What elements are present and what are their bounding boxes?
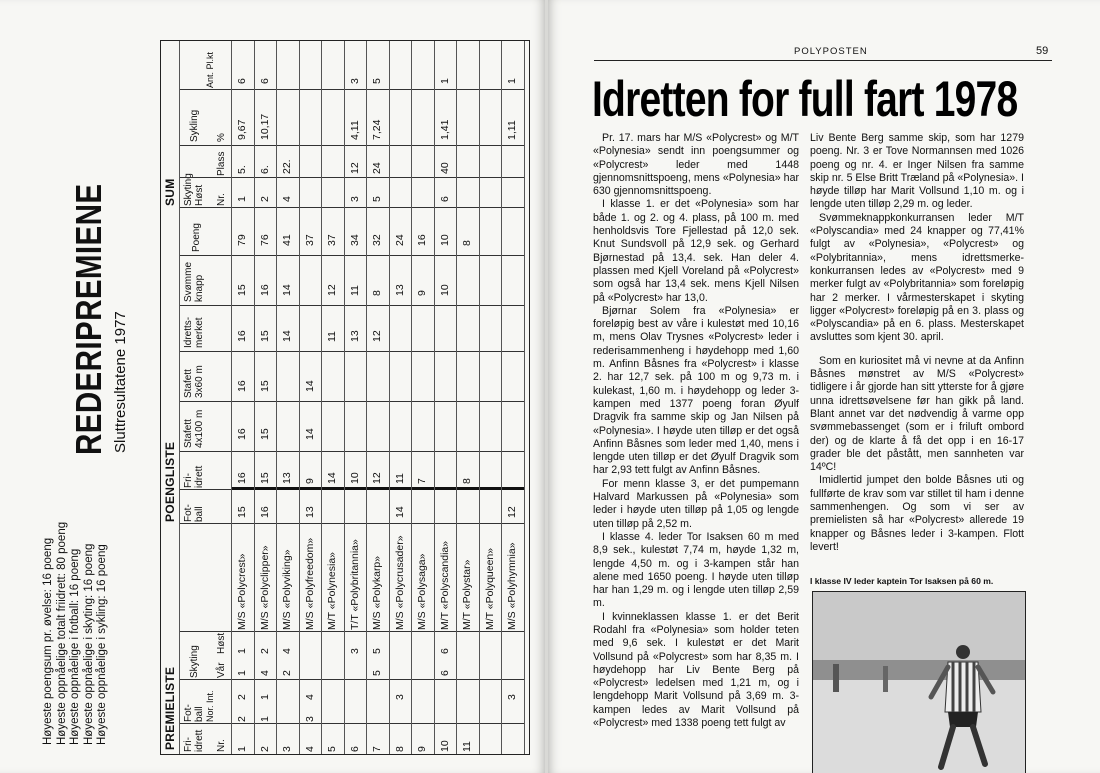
hdr-fotball: Fot-ball — [183, 704, 205, 722]
table-cell: 37 — [303, 234, 316, 246]
article-column-2 — [810, 132, 1024, 554]
table-cell: 12 — [506, 506, 518, 518]
table-cell: 5. — [236, 165, 248, 174]
table-cell: 1,41 — [438, 119, 451, 140]
hdr-stafett-4x100: Stafett 4x100 m — [183, 409, 205, 448]
results-table — [160, 40, 530, 755]
paragraph: I klasse 4. leder Tor Isaksen 60 m med 8,9 sek., kulestøt 7,74 m, høyde 1,32 m, lengde 4,50 m. og i 3-kampen står han alene med 1650 poeng. I høyde uten tilløp har han 1,29 m. og i lengde uten tilløp 2,59 m. — [593, 530, 799, 610]
table-cell: 6 — [438, 196, 451, 202]
table-cell: 40 — [438, 162, 451, 174]
table-cell: 4 — [303, 746, 316, 752]
hdr-ant-plkt: Ant. Pl.kt — [205, 51, 215, 88]
note-line: Høyeste oppnåelige i fotball: 16 poeng — [69, 548, 82, 745]
paragraph: For menn klasse 3, er det pumpemann Halvard Markussen på «Polynesia» som leder i høyde uten tilløp på 1,05 og lengde uten tilløp på 2,52 m. — [593, 477, 799, 530]
hdr-svommeknapp: Svømme knapp — [183, 262, 205, 302]
table-cell: 2 — [236, 694, 248, 700]
hdr-skyting: Skyting — [189, 645, 200, 678]
table-cell: 7,24 — [371, 119, 383, 140]
ship-name: M/S «Polykarp» — [371, 555, 383, 630]
table-cell: 22. — [281, 159, 293, 174]
hdr-sykling: Sykling — [189, 109, 200, 142]
table-cell: 11 — [348, 285, 361, 296]
ship-name: M/S «Polyviking» — [281, 549, 293, 630]
table-cell: 3 — [506, 694, 518, 700]
article-column-1 — [593, 132, 799, 730]
table-cell: 3 — [281, 746, 293, 752]
row-divider — [456, 41, 457, 754]
table-cell: 3 — [348, 78, 361, 84]
table-cell: 2 — [258, 746, 271, 752]
hdr-host: Høst — [216, 632, 227, 654]
paragraph: I klasse 1. er det «Polynesia» som har både 1. og 2. og 4. plass, på 100 m. med henholdsvis Tore Fjellestad på 12,0 sek. Knut Sundsvoll på 12,9 sek. og Gerhard Bjørnestad på 13,4. sek. Han deler 4. plassen med Kjell Voreland på «Polycrest» som også har 13,4 sek. mens Kjell Nilsen på «Polycrest» har 13,0. — [593, 198, 799, 304]
hdr-pct: % — [216, 133, 227, 142]
row-divider — [434, 41, 435, 754]
table-cell: 6 — [348, 746, 361, 752]
table-cell: 14 — [281, 284, 293, 296]
table-cell: 11 — [326, 331, 338, 342]
table-cell: 1 — [506, 78, 518, 84]
table-cell: 1,11 — [506, 120, 518, 140]
paragraph: Pr. 17. mars har M/S «Polycrest» og M/T «Polynesia» sendt inn poengsummer og «Polycrest» leder med 1448 gjennomsnittspoeng, mens «Polynesia» har 630 gjennomsnittspoeng. — [593, 132, 799, 198]
table-cell: 7 — [371, 746, 383, 752]
row-divider — [501, 41, 502, 754]
running-header: POLYPOSTEN — [794, 46, 868, 57]
ship-name: M/S «Polysaga» — [416, 553, 428, 630]
table-cell: 2 — [281, 670, 293, 676]
paragraph: Svømmeknappkonkurransen leder M/T «Polyscandia» med 24 knapper og 77,41% fulgt av «Polynesia», «Polycrest» og «Polybritannia», mens idrettsmerke-konkurransen ledes av «Polycrest» med 9 merker fulgt av «Polybritannia» som foreløpig har 2 merker. I vårmesterskapet i skyting ligger «Polycrest» foreløpig på en 3. plass og «Polyscandia» på en 6. plass. Mesterskapet avsluttes som kjent 30. april. — [810, 211, 1024, 344]
hdr-nr-skyting: Nr. — [216, 193, 227, 206]
row-divider — [231, 41, 232, 754]
table-cell: 4 — [303, 694, 316, 700]
table-cell: 9 — [303, 478, 316, 484]
section-poengliste: POENGLISTE — [163, 441, 177, 522]
table-cell: 10,17 — [258, 113, 271, 140]
results-subtitle: Sluttresultatene 1977 — [112, 311, 129, 453]
table-cell: 7 — [416, 478, 428, 484]
table-cell: 15 — [236, 506, 248, 518]
table-cell: 1 — [438, 78, 451, 84]
table-cell: 5 — [371, 670, 383, 676]
table-cell: 76 — [258, 234, 271, 246]
hdr-var: Vår — [216, 662, 227, 678]
paragraph: Som en kuriositet må vi nevne at da Anfinn Båsnes mønstret av M/S «Polycrest» tidligere i år gjorde han sitt ytterste for å gjøre unna idrettsøvelsene før han gikk på land. Blant annet var det nødvendig å varme opp svømmebassenget (som er i friluft ombord der) og de klarte å få det opp i en 16-17 grader ble det påstått, men sannheten var 14ºC! — [810, 354, 1024, 474]
table-cell: 24 — [393, 234, 406, 246]
table-cell: 6 — [438, 648, 451, 654]
table-cell: 1 — [236, 648, 248, 654]
hdr-poeng: Poeng — [191, 223, 202, 252]
row-divider — [254, 41, 255, 754]
row-divider — [411, 41, 412, 754]
table-cell: 15 — [258, 428, 271, 440]
table-cell: 11 — [393, 473, 406, 484]
table-cell: 14 — [281, 330, 293, 342]
table-cell: 32 — [371, 234, 383, 246]
note-line: Høyeste poengsum pr. øvelse: 16 poeng — [42, 537, 54, 745]
row-divider — [344, 41, 345, 754]
note-line: Høyeste oppnåelige i skyting: 16 poeng — [82, 543, 95, 745]
section-sum: SUM — [163, 178, 177, 206]
paragraph: I kvinneklassen klasse 1. er det Berit Rodahl fra «Polynesia» som holder teten med 9,6 sek. I kulestøt er det Marit Vollsund på «Polycrest» som har 8,35 m. I høydehopp har Liv Bente Berg på «Polycrest» ledelsen med 1,21 m, og i lengdehopp Marit Vollsund på 3,69 m. 3-kampen ledes av Marit Vollsund på «Polycrest» med 1338 poeng tett fulgt av — [593, 610, 799, 730]
table-cell: 37 — [326, 234, 338, 246]
table-cell: 13 — [393, 284, 406, 296]
table-cell: 16 — [236, 472, 248, 484]
page-number: 59 — [1036, 45, 1049, 57]
table-cell: 12 — [371, 472, 383, 484]
table-cell: 14 — [393, 506, 406, 518]
table-cell: 34 — [348, 234, 361, 246]
table-cell: 41 — [281, 234, 293, 246]
table-cell: 16 — [236, 330, 248, 342]
table-cell: 12 — [371, 330, 383, 342]
table-cell: 14 — [326, 472, 338, 484]
table-cell: 16 — [236, 380, 248, 392]
table-cell: 5 — [371, 196, 383, 202]
table-cell: 9 — [416, 290, 428, 296]
ship-name: M/S «Polyfreedom» — [303, 537, 316, 630]
table-cell: 1 — [236, 670, 248, 676]
table-cell: 2 — [236, 716, 248, 722]
row-divider — [524, 41, 525, 754]
ship-name: M/T «Polynesia» — [326, 551, 338, 630]
table-cell: 16 — [236, 428, 248, 440]
table-cell: 13 — [303, 506, 316, 518]
row-divider — [389, 41, 390, 754]
table-cell: 3 — [348, 648, 361, 654]
table-cell: 16 — [258, 284, 271, 296]
right-page — [548, 0, 1100, 773]
table-cell: 16 — [258, 506, 271, 518]
table-cell: 5 — [326, 746, 338, 752]
row-divider — [276, 41, 277, 754]
table-cell: 15 — [258, 472, 271, 484]
note-line: Høyeste oppnåelige i sykling: 16 poeng — [96, 544, 109, 745]
paragraph: Bjørnar Solem fra «Polynesia» er foreløpig best av våre i kulestøt med 10,16 m, mens Olav Trysnes «Polycrest» leder i rederisammenheng i høydehopp med 1,60 m. Anfinn Båsnes fra «Polycrest» i klasse 2. har 12,7 sek. på 100 m og 9,73 m. i kulekast, 1,60 m. i høydehopp og leder 3-kampen med 1377 poeng foran Øyulf Dragvik fra samme skip og Jan Nilsen på «Polynesia». I høyde uten tilløp er det også Anfinn Båsnes som leder med 1,40, mens i lengde uten tilløp er det Øyulf Dragvik som har 2,93 tett fulgt av Anfinn Båsnes. — [593, 304, 799, 477]
table-cell: 24 — [371, 162, 383, 174]
hdr-friidrett-pts: Fri-idrett — [183, 465, 205, 488]
table-cell: 6 — [236, 78, 248, 84]
row-divider — [299, 41, 300, 754]
table-cell: 4 — [281, 648, 293, 654]
table-cell: 8 — [371, 290, 383, 296]
table-cell: 10 — [438, 740, 451, 752]
table-cell: 6 — [258, 78, 271, 84]
table-cell: 3 — [348, 196, 361, 202]
table-cell: 8 — [461, 240, 473, 246]
table-cell: 11 — [461, 741, 473, 752]
table-cell: 4 — [281, 196, 293, 202]
ship-name: M/S «Polycrusader» — [393, 535, 406, 630]
table-cell: 13 — [348, 330, 361, 342]
table-cell: 5 — [371, 648, 383, 654]
results-title: REDERIPREMIENE — [68, 183, 109, 455]
table-cell: 6. — [258, 165, 271, 174]
ship-name: M/S «Polycrest» — [236, 553, 248, 630]
table-cell: 8 — [393, 746, 406, 752]
ship-name: M/S «Polyclipper» — [258, 545, 271, 630]
table-cell: 1 — [258, 716, 271, 722]
table-cell: 13 — [281, 472, 293, 484]
table-cell: 5 — [371, 78, 383, 84]
hdr-skyting-host: Skyting Høst — [183, 173, 205, 206]
note-line: Høyeste oppnåelige totalt friidrett: 80 poeng — [55, 521, 68, 745]
table-cell: 12 — [348, 162, 361, 174]
scoring-notes — [42, 522, 110, 745]
table-cell: 16 — [416, 234, 428, 246]
table-cell: 10 — [348, 472, 361, 484]
table-cell: 15 — [258, 330, 271, 342]
table-cell: 6 — [438, 670, 451, 676]
row-divider — [321, 41, 322, 754]
table-cell: 9,67 — [236, 119, 248, 140]
hdr-friidrett: Fri-idrett — [183, 729, 205, 752]
row-divider — [479, 41, 480, 754]
table-cell: 14 — [303, 428, 316, 440]
table-cell: 3 — [303, 716, 316, 722]
ship-name: M/T «Polyqueen» — [483, 547, 496, 630]
hdr-fotball-pts: Fot-ball — [183, 504, 205, 522]
ship-name: M/T «Polystar» — [461, 559, 473, 630]
hdr-stafett-3x60: Stafett 3x60 m — [183, 365, 205, 398]
table-cell: 79 — [236, 234, 248, 246]
hdr-nr: Nr. — [216, 739, 227, 752]
table-cell: 2 — [258, 648, 271, 654]
rotated-results-sheet — [30, 35, 530, 755]
table-cell: 10 — [438, 284, 451, 296]
table-cell: 4,11 — [348, 120, 361, 140]
left-page — [0, 0, 545, 773]
table-cell: 4 — [258, 670, 271, 676]
header-rule — [594, 60, 1052, 61]
ship-name: M/T «Polyscandia» — [438, 540, 451, 630]
table-cell: 1 — [236, 196, 248, 202]
athlete-photo-image — [813, 592, 1025, 773]
table-cell: 8 — [461, 478, 473, 484]
hdr-idrettsmerket: Idretts-merket — [183, 316, 205, 348]
paragraph: Imidlertid jumpet den bolde Båsnes uti og fullførte de krav som var stillet til ham i denne sammenhengen. Og som vi ser av premielisten så har «Polycrest» allerede 19 knapper og Båsnes leder i 3-kampen. Flott levert! — [810, 474, 1024, 553]
table-cell: 15 — [236, 284, 248, 296]
table-cell: 1 — [236, 746, 248, 752]
table-cell: 3 — [393, 694, 406, 700]
athlete-photo — [812, 591, 1026, 773]
table-cell: 14 — [303, 380, 316, 392]
header-divider — [179, 41, 180, 754]
table-cell: 10 — [438, 234, 451, 246]
table-cell: 2 — [258, 196, 271, 202]
ship-name: M/S «Polyhymnia» — [506, 542, 518, 630]
photo-caption: I klasse IV leder kaptein Tor Isaksen på 60 m. — [810, 576, 994, 586]
table-cell: 12 — [326, 284, 338, 296]
paragraph: Liv Bente Berg samme skip, som har 1279 poeng. Nr. 3 er Tove Normannsen med 1026 poeng og nr. 4. er Inger Nilsen fra samme skip nr. 5 Else Britt Træland på «Polynesia». I høyde tilløp har Marit Vollsund 1,10 m. og i lengde uten tilløp 2,29 m. og leder. — [810, 132, 1024, 211]
thick-divider — [231, 487, 524, 490]
table-cell: 9 — [416, 746, 428, 752]
ship-name: T/T «Polybritannia» — [348, 539, 361, 630]
row-divider — [366, 41, 367, 754]
section-premieliste: PREMIELISTE — [163, 666, 177, 750]
article-headline: Idretten for full fart 1978 — [592, 71, 1018, 127]
table-cell: 15 — [258, 380, 271, 392]
hdr-plass: Plass — [216, 151, 227, 176]
hdr-nor-int: Nor. Int. — [205, 690, 215, 722]
table-cell: 1 — [258, 694, 271, 700]
